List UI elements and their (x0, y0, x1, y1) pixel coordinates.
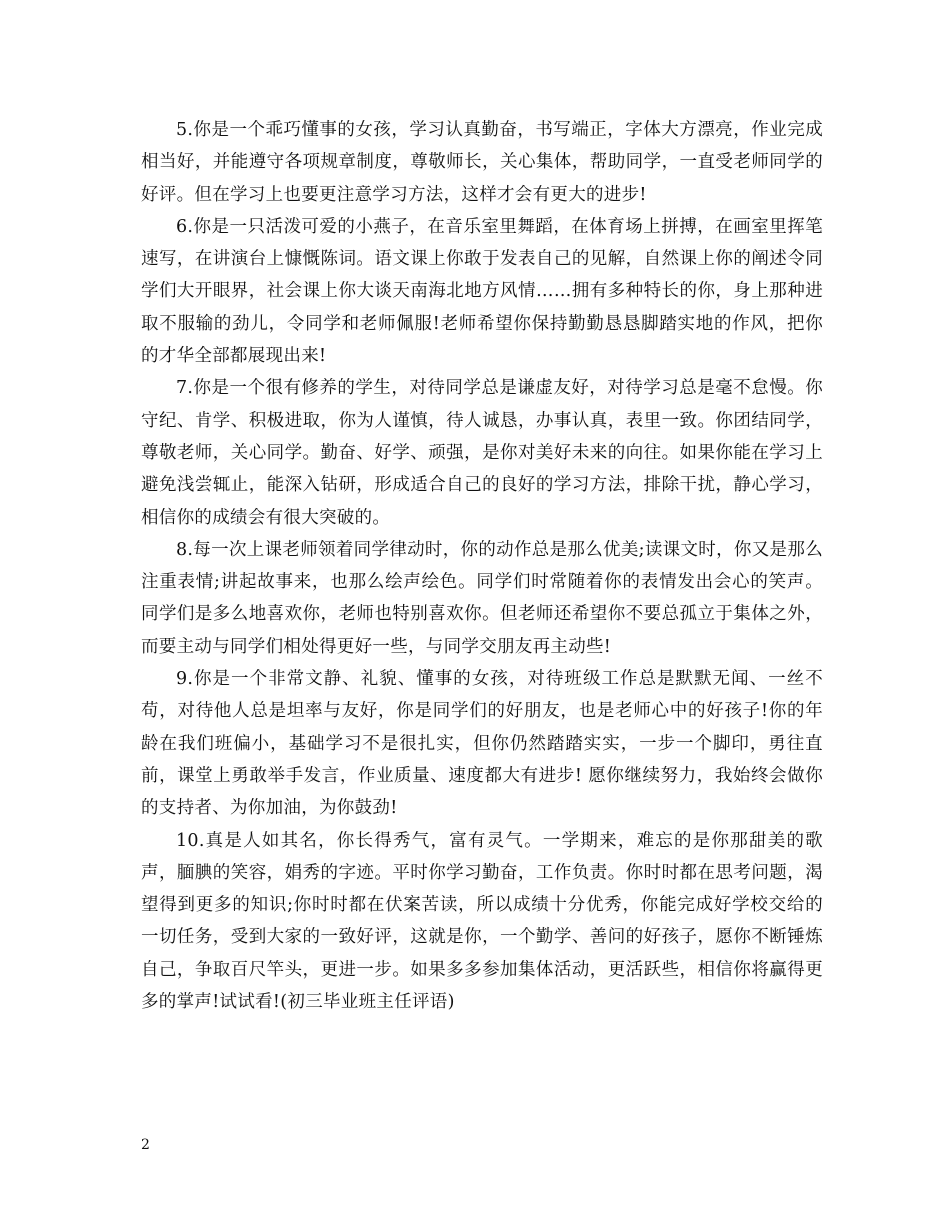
comment-paragraph-5: 5.你是一个乖巧懂事的女孩，学习认真勤奋，书写端正，字体大方漂亮，作业完成相当好，并能遵守各项规章制度，尊敬师长，关心集体，帮助同学，一直受老师同学的好评。但在学习上也要更注意学习方法，这样才会有更大的进步! (141, 120, 823, 205)
document-body (141, 114, 823, 1018)
comment-paragraph-6: 6.你是一只活泼可爱的小燕子，在音乐室里舞蹈，在体育场上拼搏，在画室里挥笔速写，在讲演台上慷慨陈词。语文课上你敢于发表自己的见解，自然课上你的阐述令同学们大开眼界，社会课上你大谈天南海北地方风情……拥有多种特长的你，身上那种进取不服输的劲儿，令同学和老师佩服!老师希望你保持勤勤恳恳脚踏实地的作风，把你的才华全部都展现出来! (141, 216, 823, 367)
comment-paragraph-8: 8.每一次上课老师领着同学律动时，你的动作总是那么优美;读课文时，你又是那么注重表情;讲起故事来，也那么绘声绘色。同学们时常随着你的表情发出会心的笑声。同学们是多么地喜欢你，老师也特别喜欢你。但老师还希望你不要总孤立于集体之外，而要主动与同学们相处得更好一些，与同学交朋友再主动些! (141, 539, 823, 657)
page-number: 2 (141, 1137, 150, 1153)
comment-paragraph-10: 10.真是人如其名，你长得秀气，富有灵气。一学期来，难忘的是你那甜美的歌声，腼腆的笑容，娟秀的字迹。平时你学习勤奋，工作负责。你时时都在思考问题，渴望得到更多的知识;你时时都在伏案苦读，所以成绩十分优秀，你能完成好学校交给的一切任务，受到大家的一致好评，这就是你，一个勤学、善问的好孩子，愿你不断锤炼自己，争取百尺竿头，更进一步。如果多多参加集体活动，更活跃些，相信你将赢得更多的掌声!试试看!(初三毕业班主任评语) (141, 830, 823, 1013)
comment-paragraph-7: 7.你是一个很有修养的学生，对待同学总是谦虚友好，对待学习总是毫不怠慢。你守纪、肯学、积极进取，你为人谨慎，待人诚恳，办事认真，表里一致。你团结同学，尊敬老师，关心同学。勤奋、好学、顽强，是你对美好未来的向往。如果你能在学习上避免浅尝辄止，能深入钻研，形成适合自己的良好的学习方法，排除干扰，静心学习，相信你的成绩会有很大突破的。 (141, 378, 823, 528)
comment-paragraph-9: 9.你是一个非常文静、礼貌、懂事的女孩，对待班级工作总是默默无闻、一丝不苟，对待他人总是坦率与友好，你是同学们的好朋友，也是老师心中的好孩子!你的年龄在我们班偏小，基础学习不是很扎实，但你仍然踏踏实实，一步一个脚印，勇往直前，课堂上勇敢举手发言，作业质量、速度都大有进步! 愿你继续努力，我始终会做你的支持者、为你加油，为你鼓劲! (141, 669, 823, 819)
